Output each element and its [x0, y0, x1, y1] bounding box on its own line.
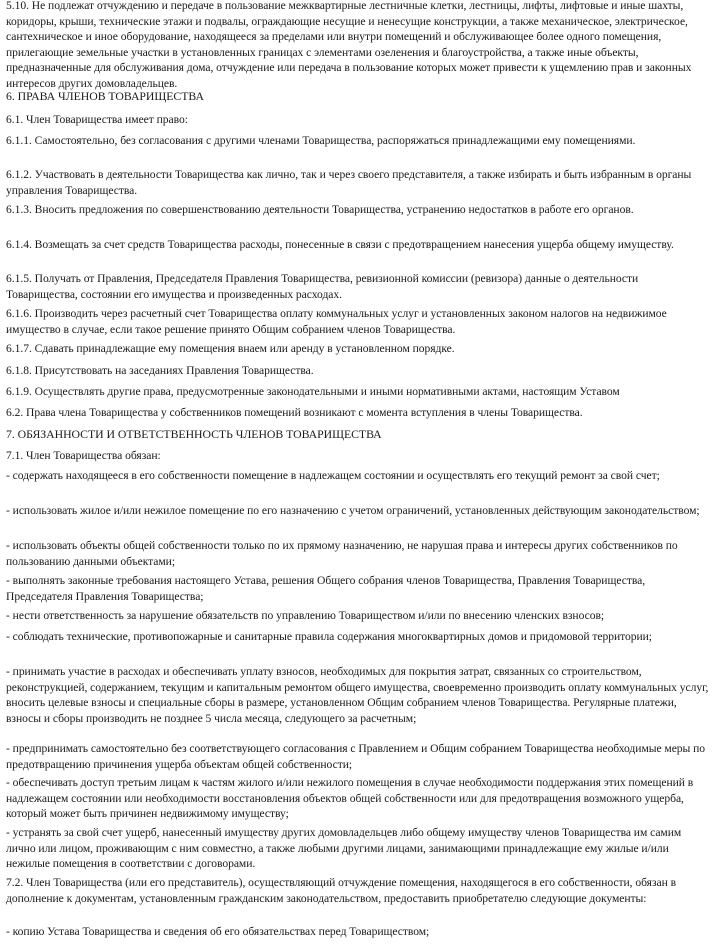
list-item-8: - предпринимать самостоятельно без соответствующего согласования с Правлением и Общим собранием Товарищества необходимые меры по предотвращению причинения ущерба объектам общей собственности; — [6, 742, 706, 771]
paragraph-6-1-3: 6.1.3. Вносить предложения по совершенствованию деятельности Товарищества, устранению недостатков в работе его органов. — [6, 203, 634, 216]
paragraph-6-2: 6.2. Права члена Товарищества у собственников помещений возникают с момента вступления в члены Товарищества. — [6, 406, 583, 419]
paragraph-6-1-4: 6.1.4. Возмещать за счет средств Товарищества расходы, понесенные в связи с предотвращением нанесения ущерба общему имуществу. — [6, 238, 674, 251]
list-item-3: - использовать объекты общей собственности только по их прямому назначению, не нарушая права и интересы других собственников по пользованию данными объектами; — [6, 539, 678, 568]
list-item-9: - обеспечивать доступ третьим лицам к частям жилого и/или нежилого помещения в случае необходимости поддержания этих помещений в надлежащем состоянии или необходимости восстановления объектов общей собственности или для предотвращения возможного ущерба, который может быть причинен недвижимому имуществу; — [6, 776, 694, 820]
list-item-10: - устранять за свой счет ущерб, нанесенный имуществу других домовладельцев либо общему имуществу членов Товарищества им самим лично или лицом, проживающим с ним совместно, а также любыми другими лицами, занимающими принадлежащие ему жилые и/или нежилые помещения в соответствии с договорами. — [6, 826, 682, 870]
list-item-4: - выполнять законные требования настоящего Устава, решения Общего собрания членов Товарищества, Правления Товарищества, Председателя Правления Товарищества; — [6, 574, 646, 603]
paragraph-5-10: 5.10. Не подлежат отчуждению и передаче в пользование межквартирные лестничные клетки, лестницы, лифты, лифтовые и иные шахты, коридоры, крыши, технические этажи и подвалы, ограждающие несущие и ненесущие конструкции, а также механическое, электрическое, сантехническое и иное оборудование, находящееся за пределами или внутри помещений и обслуживающее более одного помещения, прилегающие земельные участки в установленных границах с элементами озеленения и благоустройства, а также иные объекты, предназначенные для обслуживания дома, отчуждение или передача в пользование которых может привести к ущемлению прав и законных интересов других домовладельцев. — [6, 0, 692, 90]
section-heading-6: 6. ПРАВА ЧЛЕНОВ ТОВАРИЩЕСТВА — [6, 89, 204, 103]
paragraph-6-1: 6.1. Член Товарищества имеет право: — [6, 113, 188, 126]
paragraph-6-1-8: 6.1.8. Присутствовать на заседаниях Правления Товарищества. — [6, 364, 314, 377]
paragraph-6-1-7: 6.1.7. Сдавать принадлежащие ему помещения внаем или аренду в установленном порядке. — [6, 342, 455, 355]
paragraph-7-2: 7.2. Член Товарищества (или его представитель), осуществляющий отчуждение помещения, находящегося в его собственности, обязан в дополнение к документам, установленным гражданским законодательством, предоставить приобретателю следующие документы: — [6, 876, 676, 905]
list-item-6: - соблюдать технические, противопожарные и санитарные правила содержания многоквартирных домов и придомовой территории; — [6, 630, 652, 643]
paragraph-6-1-6: 6.1.6. Производить через расчетный счет Товарищества оплату коммунальных услуг и установленных законом налогов на недвижимое имущество в случае, если такое решение принято Общим собранием членов Товарищества. — [6, 307, 667, 336]
paragraph-6-1-5: 6.1.5. Получать от Правления, Председателя Правления Товарищества, ревизионной комиссии (ревизора) данные о деятельности Товарищества, состоянии его имущества и произведенных расходах. — [6, 272, 639, 301]
document-page — [6, 0, 714, 944]
paragraph-6-1-9: 6.1.9. Осуществлять другие права, предусмотренные законодательными и иными нормативными актами, настоящим Уставом — [6, 385, 620, 398]
paragraph-6-1-2: 6.1.2. Участвовать в деятельности Товарищества как лично, так и через своего представителя, а также избирать и быть избранным в органы управления Товарищества. — [6, 168, 692, 197]
list-item-5: - нести ответственность за нарушение обязательств по управлению Товариществом и/или по внесению членских взносов; — [6, 609, 605, 622]
paragraph-7-1: 7.1. Член Товарищества обязан: — [6, 449, 161, 462]
paragraph-6-1-1: 6.1.1. Самостоятельно, без согласования с другими членами Товарищества, распоряжаться принадлежащими ему помещениями. — [6, 134, 636, 147]
list-item-1: - содержать находящееся в его собственности помещение в надлежащем состоянии и осуществлять его текущий ремонт за свой счет; — [6, 469, 660, 482]
list-item-2: - использовать жилое и/или нежилое помещение по его назначению с учетом ограничений, установленных действующим законодательством; — [6, 504, 700, 517]
list-item-7: - принимать участие в расходах и обеспечивать уплату взносов, необходимых для покрытия затрат, связанных со строительством, реконструкцией, содержанием, текущим и капитальным ремонтом общего имущества, своевременно производить оплату коммунальных услуг, вносить целевые взносы и специальные сборы в размере, установленном Общим собранием членов Товарищества. Регулярные платежи, взносы и сборы производить не позднее 5 числа месяца, следующего за расчетным; — [6, 665, 709, 725]
section-heading-7: 7. ОБЯЗАННОСТИ И ОТВЕТСТВЕННОСТЬ ЧЛЕНОВ ТОВАРИЩЕСТВА — [6, 427, 382, 441]
list-item-11: - копию Устава Товарищества и сведения об его обязательствах перед Товариществом; — [6, 925, 430, 938]
